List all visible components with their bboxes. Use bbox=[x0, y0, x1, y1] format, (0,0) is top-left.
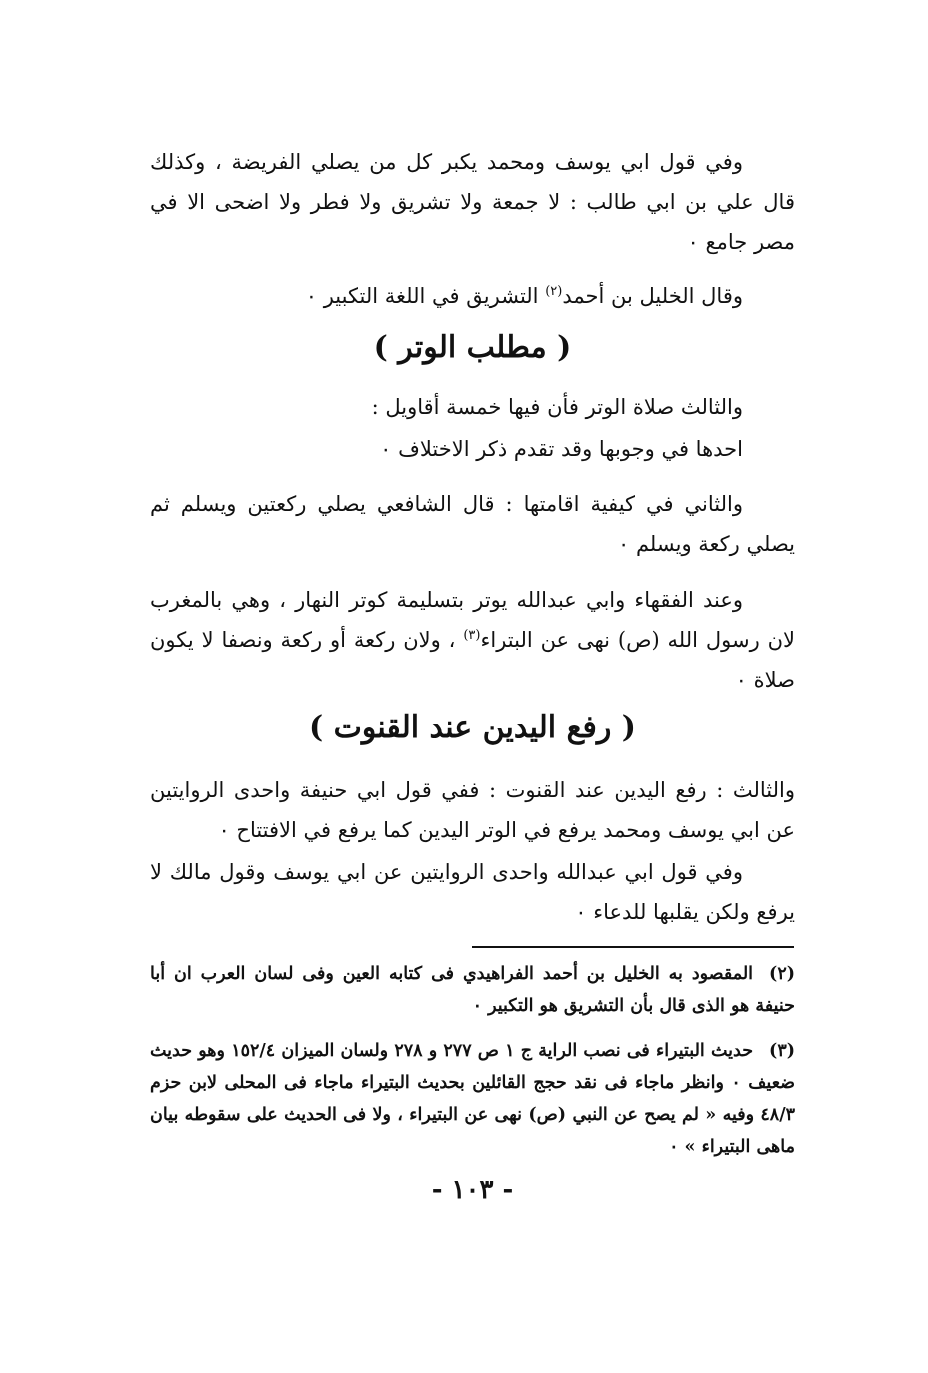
footnote-ref-3[interactable]: (٣) bbox=[463, 628, 481, 643]
paragraph-qunut-third: والثالث : رفع اليدين عند القنوت : ففي قول ابي حنيفة واحدى الروايتين عن ابي يوسف ومحمد يرفع في الوتر اليدين كما يرفع في الافتتاح ٠ bbox=[150, 778, 795, 842]
paragraph-fuqaha-part-1: وعند الفقهاء وابي عبدالله يوتر بتسليمة كوتر النهار ، وهي بالمغرب لان رسول الله (ص) نهى عن البتراء bbox=[150, 588, 795, 652]
footnote-3-number: (٣) bbox=[769, 1041, 796, 1061]
heading-qunut: ( رفع اليدين عند القنوت ) bbox=[308, 710, 636, 745]
paragraph-witr-fuqaha bbox=[150, 580, 795, 700]
footnote-2-text: المقصود به الخليل بن أحمد الفراهيدي فى كتابه العين وفى لسان العرب ان أبا حنيفة هو الذى قال بأن التشريق هو التكبير ٠ bbox=[150, 964, 795, 1016]
paragraph-fuqaha-part-2: ، ولان ركعة أو ركعة ونصفا لا يكون صلاة ٠ bbox=[150, 628, 795, 692]
paragraph-witr-first: احدها في وجوبها وقد تقدم ذكر الاختلاف ٠ bbox=[380, 437, 743, 461]
paragraph-witr-intro: والثالث صلاة الوتر فأن فيها خمسة أقاويل : bbox=[371, 395, 743, 419]
footnote-3 bbox=[150, 1035, 795, 1163]
footnote-2-number: (٢) bbox=[769, 964, 795, 984]
paragraph-khalil-part-1: وقال الخليل بن أحمد bbox=[562, 284, 743, 308]
paragraph-takbir-tashriq: وفي قول ابي يوسف ومحمد يكبر كل من يصلي الفريضة ، وكذلك قال علي بن ابي طالب : لا جمعة ولا تشريق ولا فطر ولا اضحى الا في مصر جامع ٠ bbox=[150, 150, 795, 254]
paragraph-khalil-part-2: التشريق في اللغة التكبير ٠ bbox=[305, 284, 539, 308]
footnote-ref-2[interactable]: (٢) bbox=[545, 284, 563, 299]
paragraph-qunut-abdallah: وفي قول ابي عبدالله واحدى الروايتين عن ابي يوسف وقول مالك لا يرفع ولكن يقلبها للدعاء ٠ bbox=[150, 860, 795, 924]
footnote-3-text: حديث البتيراء فى نصب الراية ج ١ ص ٢٧٧ و ٢٧٨ ولسان الميزان ١٥٢/٤ وهو حديث ضعيف ٠ وانظر ماجاء فى نقد حجج القائلين بحديث البتيراء ماجاء فى المحلى لابن حزم ٤٨/٣ وفيه « لم يصح عن النبي (ص) نهى عن البتيراء ، ولا فى الحديث على سقوطه بيان ماهى البتيراء » ٠ bbox=[150, 1041, 795, 1157]
footnote-2 bbox=[150, 958, 795, 1022]
footnote-separator bbox=[472, 946, 794, 948]
page-number: - ١٠٣ - bbox=[431, 1175, 514, 1205]
paragraph-khalil-definition bbox=[150, 276, 795, 316]
paragraph-witr-second: والثاني في كيفية اقامتها : قال الشافعي يصلي ركعتين ويسلم ثم يصلي ركعة ويسلم ٠ bbox=[150, 492, 795, 556]
heading-witr: ( مطلب الوتر ) bbox=[373, 330, 572, 365]
